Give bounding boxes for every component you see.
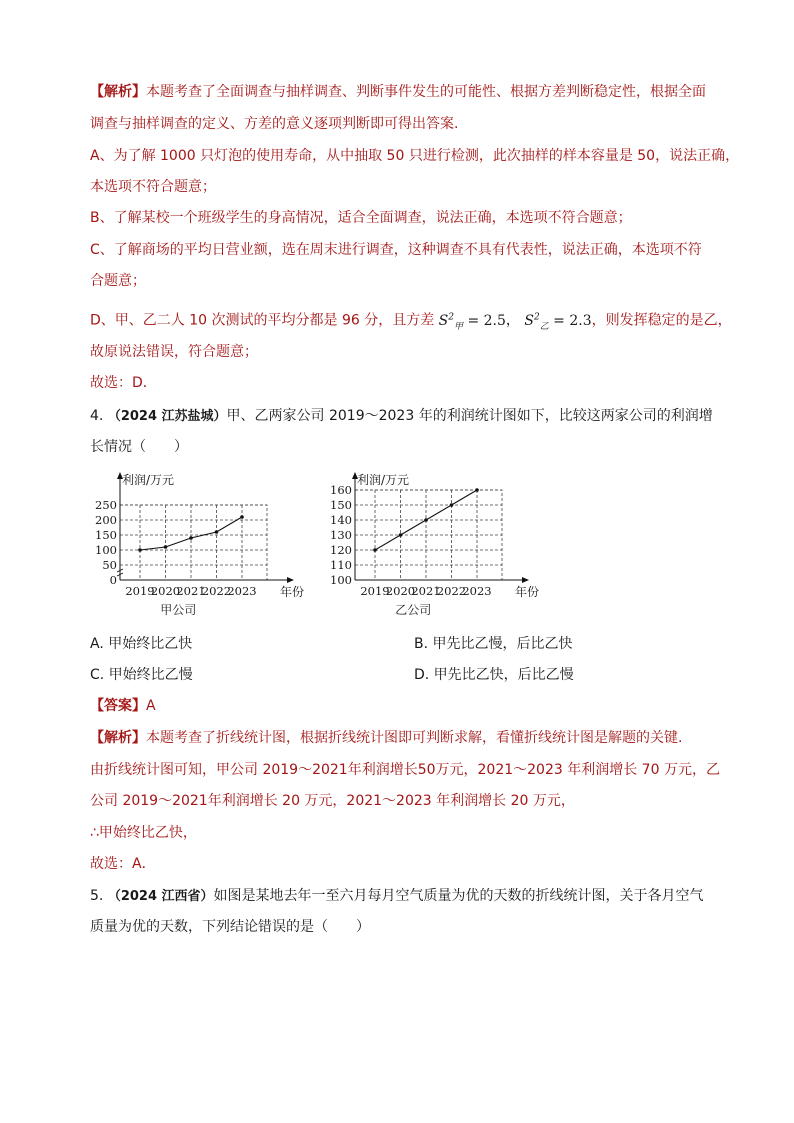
q4-analysis-1 <box>90 728 710 748</box>
answer-value: A <box>146 698 156 714</box>
y-tick-label: 160 <box>330 483 352 497</box>
y-tick-label: 0 <box>109 573 117 587</box>
option-d-analysis-2: 故原说法错误，符合题意； <box>90 344 258 360</box>
choice-line: 故选：D． <box>90 375 157 391</box>
question-number: 4. <box>90 408 104 424</box>
question-source: （2024 江西省） <box>107 889 214 904</box>
option-d-analysis-1: D、甲、乙二人 10 次测试的平均分都是 96 分，且方差 $S^2_甲 = 2.5$， $S^2_乙 = 2.3$，则发挥稳定的是乙， <box>90 312 732 332</box>
y-tick-label: 130 <box>330 528 352 542</box>
question-text: 如图是某地去年一至六月每月空气质量为优的天数的折线统计图，关于各月空气 <box>213 888 704 904</box>
y-tick-label: 200 <box>95 513 117 527</box>
option-b: B. 甲先比乙慢，后比乙快 <box>414 636 573 652</box>
y-tick-label: 140 <box>330 513 352 527</box>
y-tick-label: 50 <box>102 558 117 572</box>
chart-yi <box>320 466 560 626</box>
data-point <box>138 548 142 552</box>
x-axis-arrow <box>287 577 294 583</box>
answer-line <box>90 696 710 716</box>
question-text: 甲、乙两家公司 2019～2023 年的利润统计图如下，比较这两家公司的利润增 <box>226 408 713 424</box>
data-point <box>164 545 168 549</box>
question-4-line-1 <box>90 406 713 427</box>
data-point <box>399 533 403 537</box>
y-tick-label: 100 <box>330 573 352 587</box>
x-axis-label: 年份 <box>515 585 540 599</box>
q4-analysis-2: 由折线统计图可知，甲公司 2019～2021年利润增长50万元，2021～2023 年利润增长 70 万元，乙 <box>90 762 720 778</box>
data-point <box>424 518 428 522</box>
y-tick-label: 150 <box>95 528 117 542</box>
chart-jia <box>85 466 325 626</box>
data-point <box>215 530 219 534</box>
y-tick-label: 120 <box>330 543 352 557</box>
option-d-text: D、甲、乙二人 10 次测试的平均分都是 96 分，且方差 <box>90 312 435 329</box>
y-tick-label: 250 <box>95 498 117 512</box>
y-axis-label: 利润/万元 <box>357 473 410 487</box>
chart-title: 乙公司 <box>395 603 432 617</box>
x-tick-label: 2019 <box>125 584 155 598</box>
q4-analysis-5: 故选：A． <box>90 856 156 872</box>
analysis-line-1 <box>90 82 710 102</box>
option-c: C. 甲始终比乙慢 <box>90 667 193 683</box>
option-b-analysis: B、了解某校一个班级学生的身高情况，适合全面调查，说法正确，本选项不符合题意； <box>90 210 632 226</box>
y-tick-label: 100 <box>95 543 117 557</box>
data-point <box>240 515 244 519</box>
analysis-tag: 【解析】 <box>90 84 146 100</box>
option-a: A. 甲始终比乙快 <box>90 636 193 652</box>
question-source: （2024 江苏盐城） <box>107 409 227 424</box>
analysis-text: 本题考查了全面调查与抽样调查、判断事件发生的可能性、根据方差判断稳定性，根据全面 <box>146 84 706 100</box>
x-axis-arrow <box>522 577 529 583</box>
q4-analysis-4: ∴甲始终比乙快， <box>90 825 197 841</box>
data-point <box>189 536 193 540</box>
option-c-analysis-1: C、了解商场的平均日营业额，选在周末进行调查，这种调查不具有代表性，说法正确，本选项不符 <box>90 242 702 258</box>
option-a-analysis-1: A、为了解 1000 只灯泡的使用寿命，从中抽取 50 只进行检测，此次抽样的样本容量是 50，说法正确， <box>90 148 740 164</box>
grid-frame <box>120 505 267 580</box>
question-5-line-2: 质量为优的天数，下列结论错误的是（ ） <box>90 919 370 935</box>
analysis-tag: 【解析】 <box>90 730 146 746</box>
x-tick-label: 2023 <box>462 584 492 598</box>
question-number: 5. <box>90 888 104 904</box>
variance-jia: $S^2_甲 = 2.5$ <box>438 312 506 332</box>
question-4-line-2: 长情况（ ） <box>90 439 188 455</box>
x-tick-label: 2022 <box>436 584 467 598</box>
x-tick-label: 2022 <box>201 584 232 598</box>
x-tick-label: 2021 <box>411 584 441 598</box>
x-tick-label: 2020 <box>150 584 181 598</box>
data-point <box>475 488 479 492</box>
q4-analysis-3: 公司 2019～2021年利润增长 20 万元，2021～2023 年利润增长 20 万元， <box>90 793 575 809</box>
y-tick-label: 110 <box>330 558 352 572</box>
data-point <box>450 503 454 507</box>
analysis-text: 本题考查了折线统计图，根据折线统计图即可判断求解，看懂折线统计图是解题的关键. <box>146 730 683 746</box>
x-tick-label: 2020 <box>385 584 416 598</box>
chart-title: 甲公司 <box>160 603 197 617</box>
option-c-analysis-2: 合题意； <box>90 273 146 289</box>
data-point <box>373 548 377 552</box>
x-tick-label: 2023 <box>227 584 257 598</box>
analysis-line-2: 调查与抽样调查的定义、方差的意义逐项判断即可得出答案. <box>90 116 459 132</box>
question-5-line-1 <box>90 886 710 907</box>
option-d: D. 甲先比乙快，后比乙慢 <box>414 667 574 683</box>
y-axis-label: 利润/万元 <box>122 473 175 487</box>
x-axis-label: 年份 <box>280 585 305 599</box>
y-tick-label: 150 <box>330 498 352 512</box>
answer-tag: 【答案】 <box>90 698 146 714</box>
option-a-analysis-2: 本选项不符合题意； <box>90 179 216 195</box>
variance-yi: $S^2_乙 = 2.3$ <box>524 312 592 332</box>
x-tick-label: 2019 <box>360 584 390 598</box>
x-tick-label: 2021 <box>176 584 206 598</box>
